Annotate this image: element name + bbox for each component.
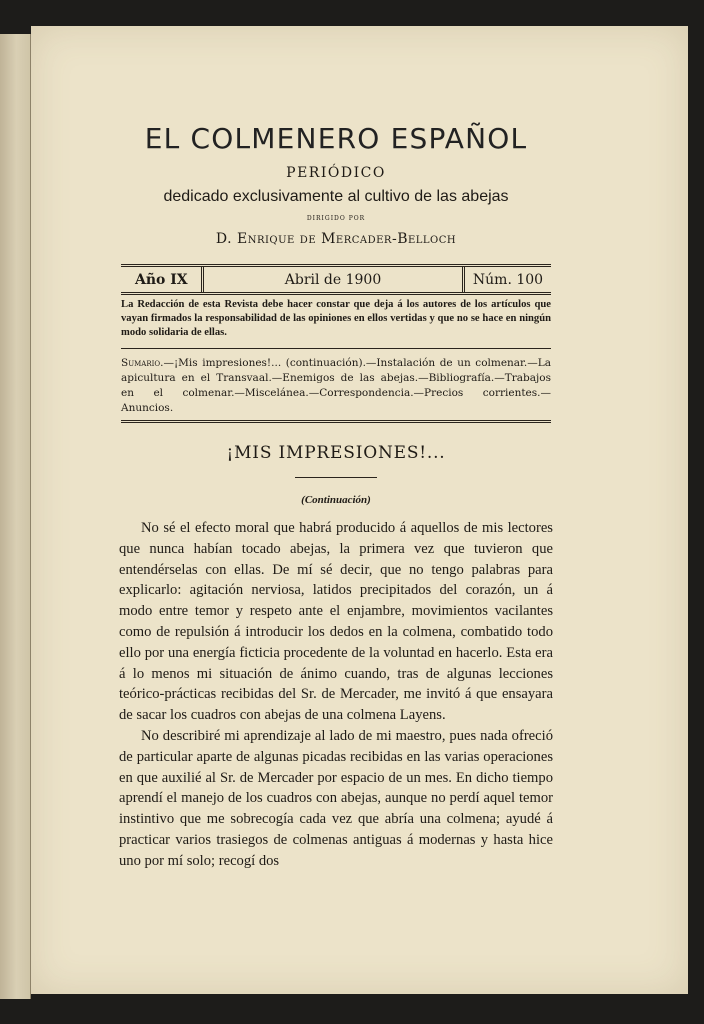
summary-top-rule — [121, 348, 551, 349]
editorial-disclaimer: La Redacción de esta Revista debe hacer constar que deja á los autores de los artículos que vayan firmados la responsabilidad de las opiniones en ellos vertidas y que no se hace en ningún modo solidaria de ellas. — [121, 299, 551, 338]
masthead-title: EL COLMENERO ESPAÑOL — [144, 122, 528, 155]
summary-label: Sumario. — [121, 357, 164, 369]
issue-info-bar — [121, 264, 551, 295]
article-paragraph: No sé el efecto moral que habrá producido á aquellos de mis lectores que nunca habían tocado abejas, la primera vez que tuvieron que entendérselas con ellas. De mí sé decir, que no tengo palabras para explicarlo: agitación nerviosa, latidos precipitados del corazón, un á modo entre temor y respeto ante el enjambre, movimientos vacilantes como de repulsión á introducir los dedos en la colmena, combatido todo ello por una energía ficticia procedente de la voluntad en hacerlo. Esta era á lo menos mi situación de ánimo cuando, tras de algunas lecciones teórico-prácticas recibidas del Sr. de Mercader, me invitó á que ensayara de sacar los cuadros con abejas de una colmena Layens. — [119, 520, 553, 724]
masthead-directed-by: DIRIGIDO POR — [306, 215, 366, 222]
summary-bottom-rule — [121, 420, 551, 423]
summary-text: —¡Mis impresiones!... (continuación).—Instalación de un colmenar.—La apicultura en el Transvaal.—Enemigos de las abejas.—Bibliografía.—Trabajos en el colmenar.—Miscelánea.—Correspondencia.—Precios corrientes.—Anuncios. — [121, 357, 551, 414]
article-body — [119, 518, 553, 872]
masthead-dedication: dedicado exclusivamente al cultivo de las abejas — [163, 188, 509, 205]
article-paragraph: No describiré mi aprendizaje al lado de mi maestro, pues nada ofreció de particular aparte de algunas picadas recibidas en las varias operaciones en que auxilié al Sr. de Mercader por espacio de un mes. En dicho tiempo aprendí el manejo de los cuadros con abejas, aunque no perdí aquel temor instintivo que me sobrecogía cada vez que abría una colmena; ayudé á practicar varios trasiegos de colmenas antiguas á modernas y hasta hice uno por mí solo; recogí dos — [119, 727, 553, 869]
issue-volume: Año IX — [135, 271, 188, 288]
facing-page-edge — [0, 34, 31, 999]
article-title: ¡MIS IMPRESIONES!... — [226, 443, 446, 463]
issue-number: Núm. 100 — [472, 271, 544, 288]
article-title-rule — [295, 477, 377, 478]
journal-page — [31, 26, 688, 994]
masthead-subtitle: PERIÓDICO — [286, 165, 386, 181]
issue-date: Abril de 1900 — [201, 267, 465, 292]
issue-summary — [121, 356, 551, 416]
masthead-editor: D. Enrique de Mercader-Belloch — [215, 231, 457, 247]
article-continuation-note: (Continuación) — [301, 494, 371, 506]
